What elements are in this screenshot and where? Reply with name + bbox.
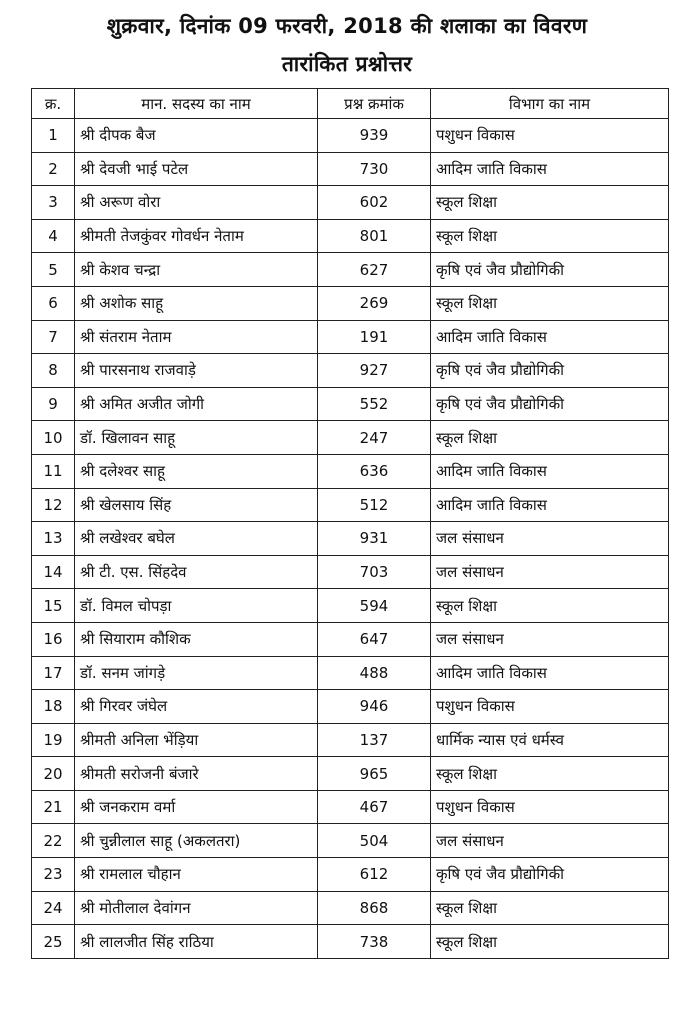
table-row xyxy=(32,790,669,824)
department-cell: आदिम जाति विकास xyxy=(431,320,669,354)
serial-cell: 6 xyxy=(32,286,75,320)
department-cell: कृषि एवं जैव प्रौद्योगिकी xyxy=(431,858,669,892)
table-row xyxy=(32,925,669,959)
table-row xyxy=(32,858,669,892)
table-row xyxy=(32,186,669,220)
department-cell: स्कूल शिक्षा xyxy=(431,186,669,220)
table-row xyxy=(32,286,669,320)
member-name-cell: डॉ. खिलावन साहू xyxy=(75,421,318,455)
question-number-cell: 504 xyxy=(318,824,431,858)
serial-cell: 16 xyxy=(32,622,75,656)
department-cell: स्कूल शिक्षा xyxy=(431,421,669,455)
table-row xyxy=(32,387,669,421)
serial-cell: 21 xyxy=(32,790,75,824)
department-cell: पशुधन विकास xyxy=(431,119,669,153)
table-row xyxy=(32,690,669,724)
page-title: शुक्रवार, दिनांक 09 फरवरी, 2018 की शलाका का विवरण xyxy=(106,14,588,38)
serial-cell: 25 xyxy=(32,925,75,959)
table-row xyxy=(32,589,669,623)
table-row xyxy=(32,421,669,455)
member-name-cell: श्री अमित अजीत जोगी xyxy=(75,387,318,421)
serial-cell: 17 xyxy=(32,656,75,690)
question-number-cell: 627 xyxy=(318,253,431,287)
member-name-cell: श्रीमती तेजकुंवर गोवर्धन नेताम xyxy=(75,219,318,253)
question-number-cell: 703 xyxy=(318,555,431,589)
member-name-cell: डॉ. विमल चोपड़ा xyxy=(75,589,318,623)
question-number-cell: 868 xyxy=(318,891,431,925)
question-number-cell: 730 xyxy=(318,152,431,186)
member-name-cell: श्री गिरवर जंघेल xyxy=(75,690,318,724)
table-body xyxy=(32,119,669,959)
serial-cell: 23 xyxy=(32,858,75,892)
member-name-cell: डॉ. सनम जांगड़े xyxy=(75,656,318,690)
serial-cell: 19 xyxy=(32,723,75,757)
column-header-member-name: मान. सदस्य का नाम xyxy=(75,89,318,119)
question-number-cell: 594 xyxy=(318,589,431,623)
member-name-cell: श्री रामलाल चौहान xyxy=(75,858,318,892)
table-row xyxy=(32,454,669,488)
department-cell: जल संसाधन xyxy=(431,622,669,656)
question-number-cell: 191 xyxy=(318,320,431,354)
question-number-cell: 269 xyxy=(318,286,431,320)
department-cell: कृषि एवं जैव प्रौद्योगिकी xyxy=(431,253,669,287)
serial-cell: 5 xyxy=(32,253,75,287)
serial-cell: 2 xyxy=(32,152,75,186)
member-name-cell: श्री संतराम नेताम xyxy=(75,320,318,354)
serial-cell: 13 xyxy=(32,522,75,556)
department-cell: पशुधन विकास xyxy=(431,790,669,824)
member-name-cell: श्रीमती सरोजनी बंजारे xyxy=(75,757,318,791)
department-cell: स्कूल शिक्षा xyxy=(431,219,669,253)
table-row xyxy=(32,219,669,253)
table-row xyxy=(32,488,669,522)
department-cell: आदिम जाति विकास xyxy=(431,152,669,186)
question-number-cell: 927 xyxy=(318,354,431,388)
department-cell: कृषि एवं जैव प्रौद्योगिकी xyxy=(431,387,669,421)
member-name-cell: श्री टी. एस. सिंहदेव xyxy=(75,555,318,589)
department-cell: कृषि एवं जैव प्रौद्योगिकी xyxy=(431,354,669,388)
member-name-cell: श्री देवजी भाई पटेल xyxy=(75,152,318,186)
member-name-cell: श्री अरूण वोरा xyxy=(75,186,318,220)
table-header-row xyxy=(32,89,669,119)
question-number-cell: 946 xyxy=(318,690,431,724)
question-number-cell: 965 xyxy=(318,757,431,791)
question-number-cell: 552 xyxy=(318,387,431,421)
table-row xyxy=(32,354,669,388)
column-header-serial: क्र. xyxy=(32,89,75,119)
question-number-cell: 602 xyxy=(318,186,431,220)
question-number-cell: 801 xyxy=(318,219,431,253)
member-name-cell: श्री पारसनाथ राजवाड़े xyxy=(75,354,318,388)
member-name-cell: श्री केशव चन्द्रा xyxy=(75,253,318,287)
member-name-cell: श्री खेलसाय सिंह xyxy=(75,488,318,522)
department-cell: जल संसाधन xyxy=(431,824,669,858)
serial-cell: 11 xyxy=(32,454,75,488)
department-cell: जल संसाधन xyxy=(431,555,669,589)
column-header-department: विभाग का नाम xyxy=(431,89,669,119)
table-row xyxy=(32,253,669,287)
question-number-cell: 467 xyxy=(318,790,431,824)
table-row xyxy=(32,891,669,925)
question-number-cell: 738 xyxy=(318,925,431,959)
serial-cell: 1 xyxy=(32,119,75,153)
question-number-cell: 931 xyxy=(318,522,431,556)
serial-cell: 24 xyxy=(32,891,75,925)
question-number-cell: 488 xyxy=(318,656,431,690)
question-number-cell: 612 xyxy=(318,858,431,892)
department-cell: स्कूल शिक्षा xyxy=(431,925,669,959)
table-row xyxy=(32,723,669,757)
question-number-cell: 939 xyxy=(318,119,431,153)
member-name-cell: श्री जनकराम वर्मा xyxy=(75,790,318,824)
serial-cell: 15 xyxy=(32,589,75,623)
member-name-cell: श्री लखेश्वर बघेल xyxy=(75,522,318,556)
department-cell: स्कूल शिक्षा xyxy=(431,286,669,320)
member-name-cell: श्री दीपक बैज xyxy=(75,119,318,153)
table-row xyxy=(32,152,669,186)
table-row xyxy=(32,555,669,589)
question-number-cell: 636 xyxy=(318,454,431,488)
member-name-cell: श्री चुन्नीलाल साहू (अकलतरा) xyxy=(75,824,318,858)
serial-cell: 3 xyxy=(32,186,75,220)
department-cell: स्कूल शिक्षा xyxy=(431,891,669,925)
department-cell: धार्मिक न्यास एवं धर्मस्व xyxy=(431,723,669,757)
member-name-cell: श्री सियाराम कौशिक xyxy=(75,622,318,656)
serial-cell: 14 xyxy=(32,555,75,589)
table-row xyxy=(32,320,669,354)
department-cell: आदिम जाति विकास xyxy=(431,454,669,488)
question-number-cell: 247 xyxy=(318,421,431,455)
member-name-cell: श्री अशोक साहू xyxy=(75,286,318,320)
serial-cell: 20 xyxy=(32,757,75,791)
question-table xyxy=(31,88,669,959)
table-row xyxy=(32,622,669,656)
serial-cell: 18 xyxy=(32,690,75,724)
department-cell: स्कूल शिक्षा xyxy=(431,589,669,623)
serial-cell: 8 xyxy=(32,354,75,388)
table-row xyxy=(32,656,669,690)
table-row xyxy=(32,522,669,556)
department-cell: स्कूल शिक्षा xyxy=(431,757,669,791)
table-row xyxy=(32,757,669,791)
department-cell: आदिम जाति विकास xyxy=(431,656,669,690)
serial-cell: 22 xyxy=(32,824,75,858)
serial-cell: 10 xyxy=(32,421,75,455)
page-subtitle: तारांकित प्रश्नोत्तर xyxy=(281,52,413,76)
question-number-cell: 137 xyxy=(318,723,431,757)
table-row xyxy=(32,824,669,858)
serial-cell: 7 xyxy=(32,320,75,354)
department-cell: आदिम जाति विकास xyxy=(431,488,669,522)
question-number-cell: 512 xyxy=(318,488,431,522)
table-row xyxy=(32,119,669,153)
department-cell: जल संसाधन xyxy=(431,522,669,556)
member-name-cell: श्री मोतीलाल देवांगन xyxy=(75,891,318,925)
question-number-cell: 647 xyxy=(318,622,431,656)
serial-cell: 9 xyxy=(32,387,75,421)
member-name-cell: श्रीमती अनिला भेंड़िया xyxy=(75,723,318,757)
serial-cell: 12 xyxy=(32,488,75,522)
serial-cell: 4 xyxy=(32,219,75,253)
member-name-cell: श्री लालजीत सिंह राठिया xyxy=(75,925,318,959)
member-name-cell: श्री दलेश्वर साहू xyxy=(75,454,318,488)
column-header-question-number: प्रश्न क्रमांक xyxy=(318,89,431,119)
department-cell: पशुधन विकास xyxy=(431,690,669,724)
